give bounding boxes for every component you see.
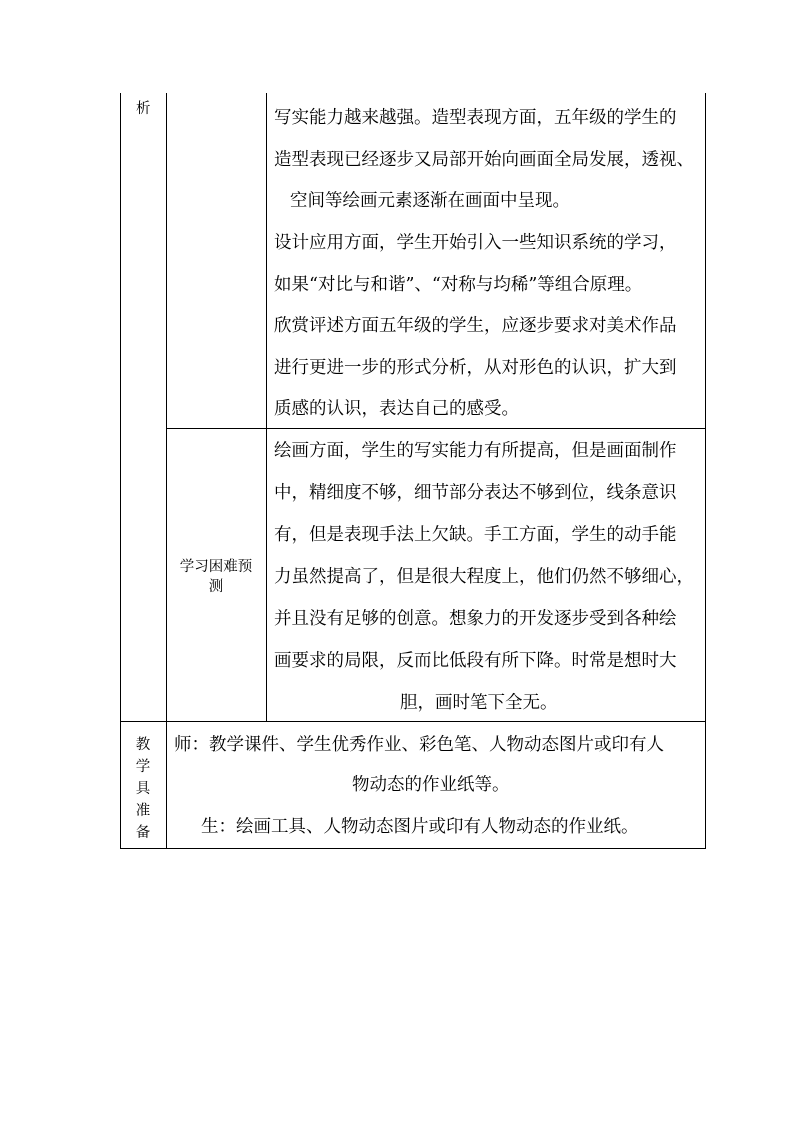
teaching-tools-label-char-1: 教 xyxy=(135,737,151,753)
teaching-tools-label-char-5: 备 xyxy=(135,825,151,841)
row1-line-3: 空间等绘画元素逐渐在画面中呈现。 xyxy=(290,191,570,211)
teaching-tools-label-char-2: 学 xyxy=(135,759,151,775)
row3-line-3: 生：绘画工具、人物动态图片或印有人物动态的作业纸。 xyxy=(201,817,639,837)
row2-line-7: 胆，画时笔下全无。 xyxy=(400,693,558,713)
table-bottom-border xyxy=(120,848,705,849)
teaching-tools-label-char-4: 准 xyxy=(135,803,151,819)
row1-line-6: 欣赏评述方面五年级的学生，应逐步要求对美术作品 xyxy=(274,316,677,336)
row1-line-5: 如果“对比与和谐”、“对称与均稀”等组合原理。 xyxy=(274,275,643,295)
learning-difficulty-label-line-1: 学习困难预 xyxy=(179,559,253,575)
row-divider-2 xyxy=(120,721,705,722)
row2-line-3: 有，但是表现手法上欠缺。手工方面，学生的动手能 xyxy=(274,525,677,545)
row2-line-6: 画要求的局限，反而比低段有所下降。时常是想时大 xyxy=(274,651,677,671)
row2-line-4: 力虽然提高了，但是很大程度上，他们仍然不够细心， xyxy=(274,567,694,587)
table-right-border xyxy=(705,93,706,849)
row-divider-1 xyxy=(166,428,705,429)
column-divider-2 xyxy=(266,93,267,722)
row2-line-1: 绘画方面，学生的写实能力有所提高，但是画面制作 xyxy=(274,441,677,461)
row1-line-7: 进行更进一步的形式分析，从对形色的认识，扩大到 xyxy=(274,358,677,378)
row1-line-1: 写实能力越来越强。造型表现方面，五年级的学生的 xyxy=(274,108,677,128)
row3-line-1: 师：教学课件、学生优秀作业、彩色笔、人物动态图片或印有人 xyxy=(174,735,664,755)
row1-line-4: 设计应用方面，学生开始引入一些知识系统的学习， xyxy=(274,233,677,253)
teaching-tools-label-char-3: 具 xyxy=(135,781,151,797)
column-divider-1 xyxy=(166,93,167,849)
row1-line-2: 造型表现已经逐步又局部开始向画面全局发展，透视、 xyxy=(274,150,694,170)
row2-line-5: 并且没有足够的创意。想象力的开发逐步受到各种绘 xyxy=(274,609,677,629)
section-label-analysis: 析 xyxy=(136,101,151,117)
row1-line-8: 质感的认识，表达自己的感受。 xyxy=(274,399,519,419)
row2-line-2: 中，精细度不够，细节部分表达不够到位，线条意识 xyxy=(274,483,677,503)
row3-line-2: 物动态的作业纸等。 xyxy=(352,775,510,795)
learning-difficulty-label-line-2: 测 xyxy=(208,579,224,595)
